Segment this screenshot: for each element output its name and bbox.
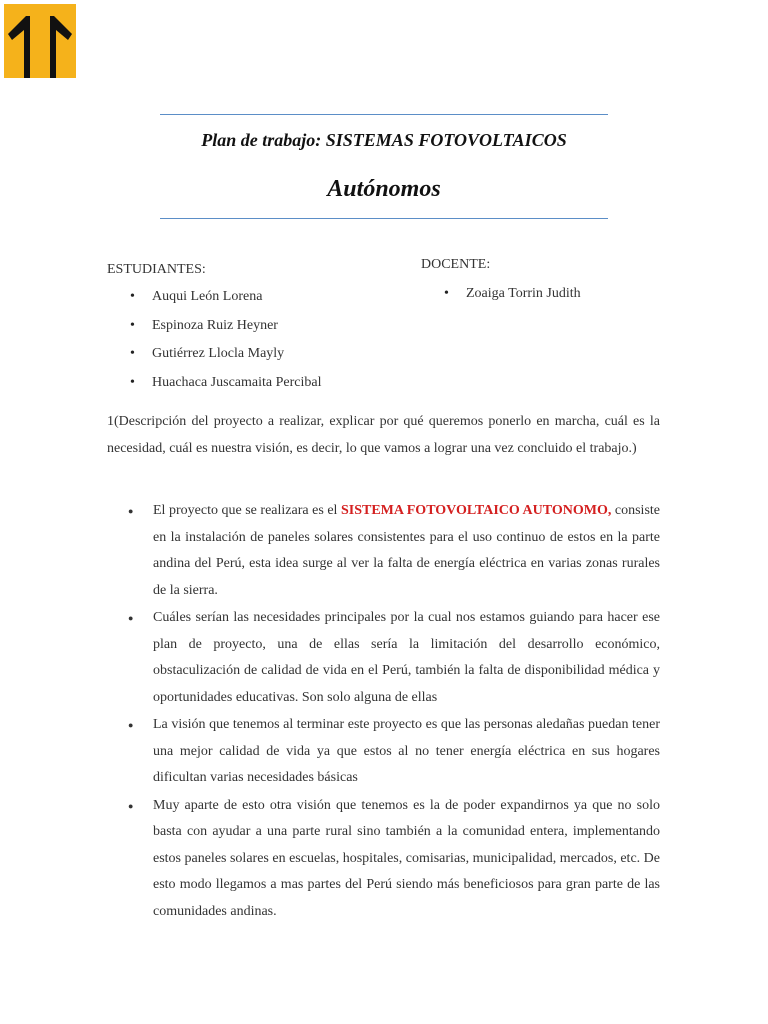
list-item: ● Muy aparte de esto otra visión que tenemos es la de poder expandirnos ya que no solo basta con ayudar a una parte rural sino también a la comunidad entera, implementando estos paneles solares en escuelas, hospitales, comisarias, municipalidad, mercados, etc. De esto modo llegamos a mas partes del Perú siendo más beneficiosos para gran parte de las comunidades andinas. <box>128 793 660 926</box>
list-item: ● Cuáles serían las necesidades principales por la cual nos estamos guiando para hacer ese plan de proyecto, una de ellas sería la limitación del desarrollo económico, obstaculización de calidad de vida en el Perú, también la falta de disponibilidad médica y oportunidades educativas. Son solo alguna de ellas <box>128 605 660 711</box>
list-item: • Zoaiga Torrin Judith <box>444 284 581 313</box>
list-item: • Gutiérrez Llocla Mayly <box>130 344 321 373</box>
project-description: 1(Descripción del proyecto a realizar, explicar por qué queremos ponerlo en marcha, cuál es la necesidad, cuál es nuestra visión, es decir, lo que vamos a lograr una vez concluido el trabajo.) <box>107 414 660 456</box>
list-item: • Auqui León Lorena <box>130 287 321 316</box>
list-item: ● La visión que tenemos al terminar este proyecto es que las personas aledañas puedan tener una mejor calidad de vida ya que estos al no tener energía eléctrica en sus hogares dificultan varias necesidades básicas <box>128 712 660 792</box>
doc-subtitle: Autónomos <box>327 176 441 202</box>
list-item <box>128 498 660 604</box>
top-divider <box>160 114 608 115</box>
project-points <box>128 498 660 926</box>
app-logo[interactable] <box>4 4 76 78</box>
point-text: El proyecto que se realizara es el <box>153 503 341 518</box>
doc-title: Plan de trabajo: SISTEMAS FOTOVOLTAICOS <box>201 130 567 150</box>
point-text: consiste en la instalación de paneles solares consistentes para el uso continuo de estos en la parte andina del Perú, esta idea surge al ver la falta de energía eléctrica en varias zonas rurales de la sierra. <box>153 503 660 598</box>
students-label: ESTUDIANTES: <box>107 262 206 277</box>
bottom-divider <box>160 218 608 219</box>
arrows-up-icon <box>4 4 76 78</box>
list-item: • Huachaca Juscamaita Percibal <box>130 373 321 402</box>
teacher-list <box>444 284 581 313</box>
teacher-label: DOCENTE: <box>421 257 491 272</box>
students-list <box>130 287 321 401</box>
list-item: • Espinoza Ruiz Heyner <box>130 316 321 345</box>
highlighted-term: SISTEMA FOTOVOLTAICO AUTONOMO, <box>340 503 612 518</box>
